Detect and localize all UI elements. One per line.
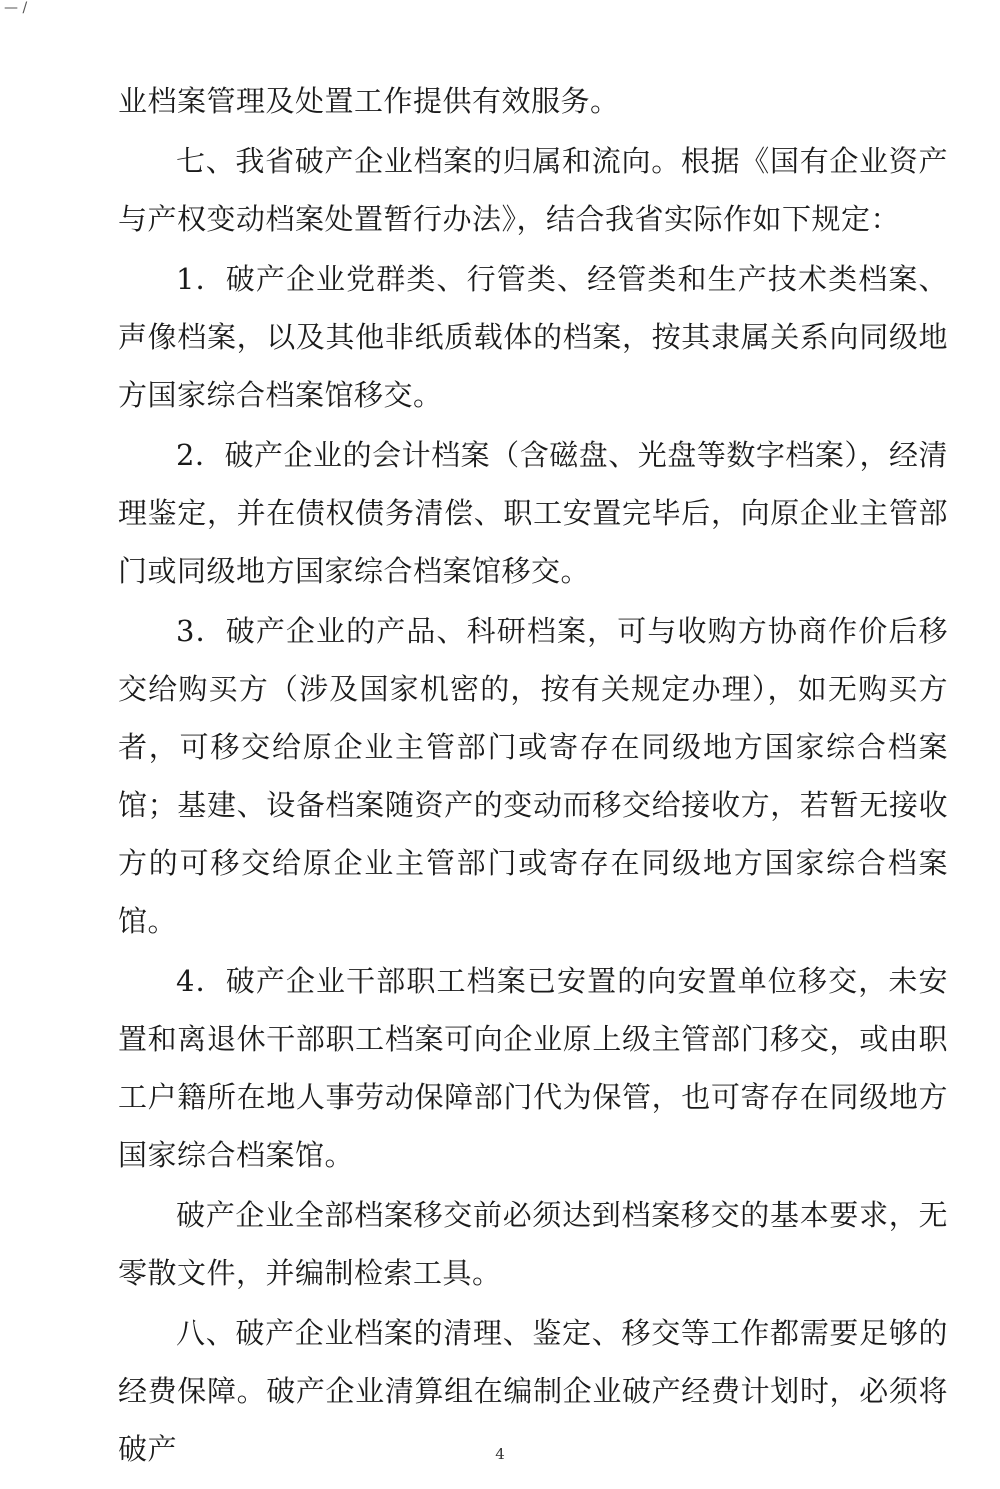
paragraph-item-1: 1．破产企业党群类、行管类、经管类和生产技术类档案、声像档案，以及其他非纸质载体的档案，按其隶属关系向同级地方国家综合档案馆移交。 [118,262,948,412]
paragraph-item-4: 4．破产企业干部职工档案已安置的向安置单位移交，未安置和离退休干部职工档案可向企业原上级主管部门移交，或由职工户籍所在地人事劳动保障部门代为保管，也可寄存在同级地方国家综合档案馆。 [118,964,948,1172]
body-text [118,72,948,1478]
paragraph-item-2: 2．破产企业的会计档案（含磁盘、光盘等数字档案），经清理鉴定，并在债权债务清偿、职工安置完毕后，向原企业主管部门或同级地方国家综合档案馆移交。 [118,438,948,588]
paragraph-continuation: 业档案管理及处置工作提供有效服务。 [118,84,620,118]
paragraph-section-8: 八、破产企业档案的清理、鉴定、移交等工作都需要足够的经费保障。破产企业清算组在编制企业破产经费计划时，必须将破产 [118,1316,948,1466]
paragraph-transfer-requirement: 破产企业全部档案移交前必须达到档案移交的基本要求，无零散文件，并编制检索工具。 [118,1198,948,1290]
paragraph-section-7: 七、我省破产企业档案的归属和流向。根据《国有企业资产与产权变动档案处置暂行办法》，结合我省实际作如下规定： [118,144,948,236]
paragraph-item-3: 3．破产企业的产品、科研档案，可与收购方协商作价后移交给购买方（涉及国家机密的，按有关规定办理），如无购买方者，可移交给原企业主管部门或寄存在同级地方国家综合档案馆；基建、设备档案随资产的变动而移交给接收方，若暂无接收方的可移交给原企业主管部门或寄存在同级地方国家综合档案馆。 [118,614,948,938]
corner-mark: — / [4,0,28,16]
page-number: 4 [495,1445,505,1463]
